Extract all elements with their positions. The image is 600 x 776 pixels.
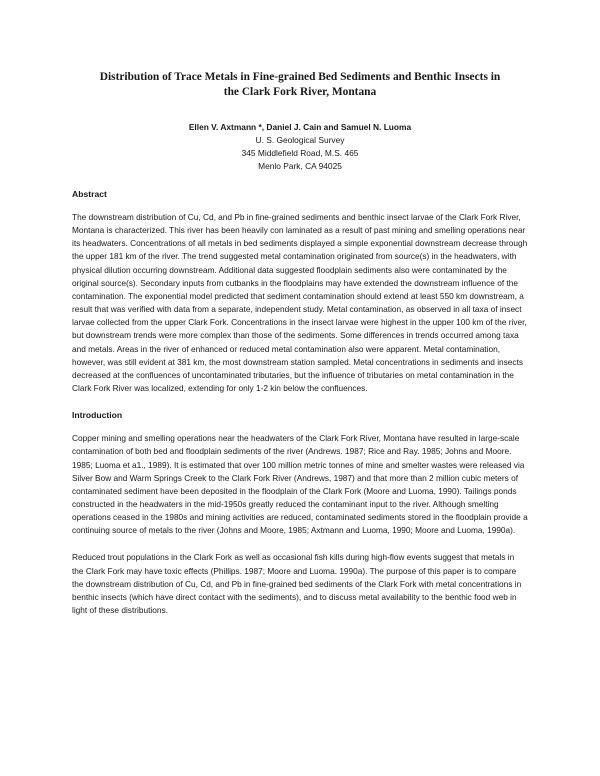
- affiliation-address-line-2: Menlo Park, CA 94025: [258, 161, 342, 171]
- author-names: Ellen V. Axtmann *, Daniel J. Cain and Samuel N. Luoma: [188, 122, 412, 132]
- abstract-section: [72, 188, 528, 395]
- author-block: [72, 121, 528, 173]
- abstract-text: The downstream distribution of Cu, Cd, and Pb in fine-grained sediments and benthic insect larvae of the Clark Fork River, Montana is characterized. This river has been heavily con laminated as a result of past mining and smelling operations near its headwaters. Concentrations of all metals in bed sediments displayed a simple exponential downstream decrease through the upper 181 km of the river. The trend suggested metal contamination originated from source(s) in the headwaters, with physical dilution occurring downstream. Additional data suggested floodplain sediments also were contaminated by the original source(s). Secondary inputs from cutbanks in the floodplains may have extended the downstream influence of the contamination. The exponential model predicted that sediment contamination should extend at least 550 km downstream, a result that was verified with data from a separate, independent study. Metal contamination, as observed in all taxa of insect larvae collected from the upper Clark Fork. Concentrations in the insect larvae were highest in the upper 100 km of the river, but downstream trends were more complex than those of the sediments. Some differences in trends occurred among taxa and metals. Areas in the river of enhanced or reduced metal contamination also were apparent. Metal contamination, however, was still evident at 381 km, the most downstream station sampled. Metal concentrations in sediments and insects decreased at the confluences of uncontaminated tributaries, but the influence of tributaries on metal contamination in the Clark Fork River was localized, extending for only 1-2 kin below the confluences.: [72, 212, 528, 394]
- affiliation-address-line-1: 345 Middlefield Road, M.S. 465: [241, 148, 359, 158]
- abstract-heading: Abstract: [72, 189, 107, 199]
- affiliation-org: U. S. Geological Survey: [255, 135, 345, 145]
- paper-title: Distribution of Trace Metals in Fine-grained Bed Sediments and Benthic Insects in the Clark Fork River, Montana: [99, 71, 501, 98]
- introduction-section: [72, 409, 528, 617]
- introduction-paragraph-1: Copper mining and smelling operations near the headwaters of the Clark Fork River, Montana have resulted in large-scale contamination of both bed and floodplain sediments of the river (Andrews. 1987; Rice and Ray. 1985; Johns and Moore. 1985; Luoma et a1., 1989). It is estimated that over 100 million metric tonnes of mine and smelter wastes were released via Silver Bow and Warm Springs Creek to the Clark Fork River (Andrews, 1987) and that more than 2 million cubic meters of contaminated sediment have been deposited in the floodplain of the Clark Fork (Moore and Luoma, 1990). Tailings ponds constructed in the headwaters in the mid-1950s greatly reduced the contaminant input to the river. Although smelting operations ceased in the 1980s and mining activities are reduced, contaminated sediments stored in the floodplain provide a continuing source of metals to the river (Johns and Moore, 1985; Axtmann and Luoma, 1990; Moore and Luoma, 1990a).: [72, 433, 528, 536]
- introduction-heading: Introduction: [72, 410, 123, 421]
- introduction-paragraph-2: Reduced trout populations in the Clark Fork as well as occasional fish kills during high-flow events suggest that metals in the Clark Fork may have toxic effects (Phillips. 1987; Moore and Luoma. 1990a). The purpose of this paper is to compare the downstream distribution of Cu, Cd, and Pb in fine-grained bed sediments of the Clark Fork with metal concentrations in benthic insects (which have direct contact with the sediments), and to discuss metal availability to the benthic food web in light of these distributions.: [72, 552, 522, 616]
